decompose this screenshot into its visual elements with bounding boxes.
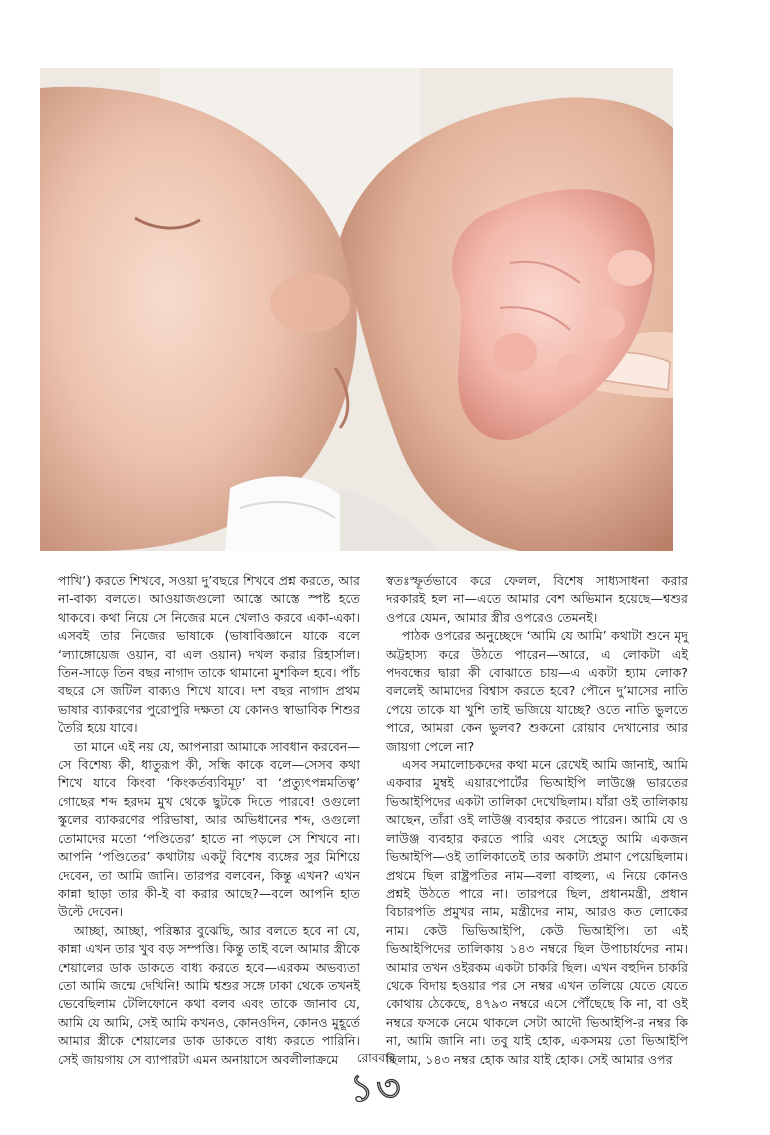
paragraph: আচ্ছা, আচ্ছা, পরিষ্কার বুঝেছি, আর বলতে হবে না যে, কান্না এখন তার খুব বড় সম্পত্তি। কিন্তু তাই বলে আমার স্ত্রীকে শেয়ালের ডাক ডাকতে বাধ্য করতে হবে—এরকম অভব্যতা তো আমি জন্মে দেখিনি! আমি শ্বশুর সঙ্গে ঢাকা থেকে তখনই ভেবেছিলাম টেলিফোনে কথা বলব এবং তাকে জানাব যে, আমি যে আমি, সেই আমি কখনও, কোনওদিন, কোনও মুহূর্তে আমার স্ত্রীকে শেয়ালের ডাক ডাকতে বাধ্য করতে পারিনি। সেই জায়গায় সে ব্যাপারটা এমন অনায়াসে অবলীলাক্রমে	[58, 922, 360, 1067]
page-footer	[0, 1050, 770, 1110]
paragraph: তা মানে এই নয় যে, আপনারা আমাকে সাবধান করবেন—সে বিশেষ্য কী, ধাতুরূপ কী, সন্ধি কাকে বলে—সেসব কথা শিখে যাবে কিংবা ‘কিংকর্তব্যবিমূঢ়’ বা ‘প্রত্যুৎপন্নমতিত্ব’ গোছের শব্দ হরদম মুখ থেকে ছুটকে দিতে পারবে! ওগুলো স্কুলের ব্যাকরণের পরিভাষা, আর অভিধানের শব্দ, ওগুলো তোমাদের মতো ‘পণ্ডিতের’ হাতে না পড়লে সে শিখবে না। আপনি ‘পণ্ডিতের’ কথাটায় একটু বিশেষ ব্যঙ্গের সুর মিশিয়ে দেবেন, তা আমি জানি। তারপর বলবেন, কিন্তু এখন? এখন কান্না ছাড়া তার কী-ই বা করার আছে?—বলে আপনি হাত উল্টে দেবেন।	[58, 738, 360, 920]
magazine-name: রোববার	[356, 1051, 396, 1065]
paragraph: পাখি’) করতে শিখবে, সওয়া দু’বছরে শিখবে প্রশ্ন করতে, আর না-বাক্য বলতে। আওয়াজগুলো আস্তে আস্তে স্পষ্ট হতে থাকবে। কথা নিয়ে সে নিজের মনে খেলাও করবে একা-একা। এসবই তার নিজের ভাষাকে (ভাষাবিজ্ঞানে যাকে বলে ‘ল্যাঙ্গোয়েজ ওয়ান, বা এল ওয়ান) দখল করার রিহার্সাল। তিন-সাড়ে তিন বছর নাগাদ তাকে থামানো মুশকিল হবে। পাঁচ বছরে সে জটিল বাক্যও শিখে যাবে। দশ বছর নাগাদ প্রথম ভাষার ব্যাকরণের পুরোপুরি দক্ষতা যে কোনও স্বাভাবিক শিশুর তৈরি হয়ে যাবে।	[58, 573, 360, 736]
paragraph: পাঠক ওপরের অনুচ্ছেদে ‘আমি যে আমি’ কথাটা শুনে মৃদু অট্টহাস্য করে উঠতে পারেন—আরে, এ লোকটা এই পদবন্ধের দ্বারা কী বোঝাতে চায়—এ একটা হ্যাম লোক? বললেই আমাদের বিশ্বাস করতে হবে? পৌনে দু’মাসের নাতি পেয়ে তাকে যা খুশি তাই ভজিয়ে যাচ্ছে? ওতে নাতি ভুলতে পারে, আমরা কেন ভুলব? শুকনো রোয়াব দেখানোর আর জায়গা পেলে না?	[386, 628, 688, 754]
page-number: ১৩	[349, 1066, 403, 1110]
paragraph: এসব সমালোচকদের কথা মনে রেখেই আমি জানাই, আমি একবার মুম্বই এয়ারপোর্টের ভিআইপি লাউঞ্জে ভারতের ভিআইপিদের একটা তালিকা দেখেছিলাম। যাঁরা ওই তালিকায় আছেন, তাঁরা ওই লাউঞ্জ ব্যবহার করতে পারেন। আমি যে ও লাউঞ্জ ব্যবহার করতে পারি এবং সেহেতু আমি একজন ভিআইপি—ওই তালিকাতেই তার অকাট্য প্রমাণ পেয়েছিলাম। প্রথমে ছিল রাষ্ট্রপতির নাম—বলা বাহুল্য, এ নিয়ে কোনও প্রশ্নই উঠতে পারে না। তারপরে ছিল, প্রধানমন্ত্রী, প্রধান বিচারপতি প্রমুখর নাম, মন্ত্রীদের নাম, আরও কত লোকের নাম। কেউ ভিভিআইপি, কেউ ভিআইপি। তা এই ভিআইপিদের তালিকায় ১৪৩ নম্বরে ছিল উপাচার্যদের নাম। আমার তখন ওইরকম একটা চাকরি ছিল। এখন বহুদিন চাকরি থেকে বিদায় হওয়ার পর সে নম্বর এখন তলিয়ে যেতে যেতে কোথায় ঠেকেছে, ৪৭৯৩ নম্বরে এসে পৌঁছেছে কি না, বা ওই নম্বরে ফসকে নেমে থাকলে সেটা আদৌ ভিআইপি-র নম্বর কি না, আমি জানি না। তবু যাই হোক, একসময় তো ভিআইপি ছিলাম, ১৪৩ নম্বর হোক আর যাই হোক। সেই আমার ওপর	[386, 757, 688, 1067]
paragraph: স্বতঃস্ফূর্তভাবে করে ফেলল, বিশেষ সাধ্যসাধনা করার দরকারই হল না—এতে আমার বেশ অভিমান হয়েছে—শ্বশুর ওপরে যেমন, আমার স্ত্রীর ওপরেও তেমনই।	[386, 573, 688, 625]
article-column-left	[58, 572, 360, 1069]
article-column-right	[386, 572, 688, 1069]
baby-hand-photo	[40, 68, 673, 551]
